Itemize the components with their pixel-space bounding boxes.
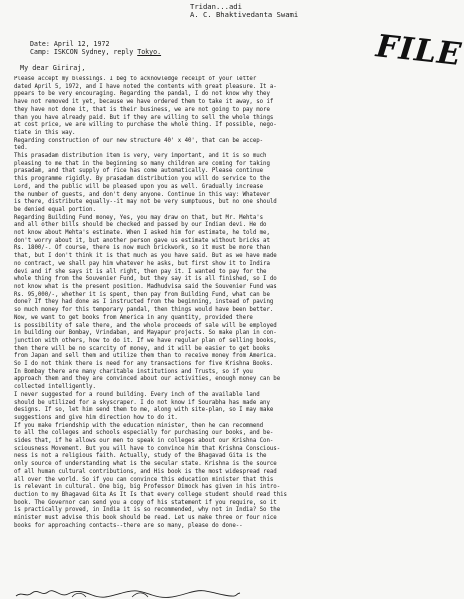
letter-line: done? If they had done as I instructed from the beginning, instead of paving: [14, 299, 274, 306]
letter-line: In Bombay there are many charitable institutions and Trusts, so if you: [14, 368, 253, 375]
letter-line: sides that, if he allows our men to speak in colleges about our Krishna Con-: [14, 438, 274, 445]
date-value: April 12, 1972: [53, 40, 110, 48]
letter-line: dated April 5, 1972, and I have noted the contents with great pleasure. It a-: [14, 83, 277, 90]
letter-line: have not removed it yet, because we have ordered them to take it away, so if: [14, 99, 274, 106]
letter-line: junction with others, how to do it. If we have regular plan of selling books,: [14, 337, 277, 344]
letter-line: be denied equal portion.: [14, 206, 96, 213]
letter-line: that, but I don't think it is that much as you have said. But as we have made: [14, 253, 277, 260]
letter-line: not know about Mehta's estimate. When I asked him for estimate, he told me,: [14, 230, 270, 237]
letter-line: all over the world. So if you can convince this education minister that this: [14, 476, 274, 483]
letter-line: If you make friendship with the education minister, then he can recommend: [14, 422, 264, 429]
letter-line: is possibility of sale there, and the whole proceeds of sale will be employed: [14, 322, 277, 329]
camp-value: ISKCON Sydney, reply: [53, 48, 134, 56]
letter-line: is there, distribute equally--it may not be very sumptuous, but no one should: [14, 199, 277, 206]
date-label: Date:: [30, 40, 50, 48]
letter-line: Rs. 95,000/-, whether it is spent, then pay from Building Fund, what can be: [14, 291, 270, 298]
letter-line: they have not done it, that is their business, we are not going to pay more: [14, 106, 270, 113]
letter-line: Lord, and the public will be pleased upon you as well. Gradually increase: [14, 183, 264, 190]
letter-line: of all human cultural contributions, and His book is the most widespread read: [14, 468, 277, 475]
date-line: [30, 40, 109, 48]
letter-line: sciousness Movement. But you will have to convince him that Krishna Conscious-: [14, 445, 281, 452]
letter-line: than you have already paid. But if they are willing to sell the whole things: [14, 114, 274, 121]
letterhead-name: A. C. Bhaktivedanta Swami: [190, 10, 299, 19]
letter-line: should be utilized for a skyscraper. I do not know if Sourabha has made any: [14, 399, 270, 406]
letter-line: not know what is the present position. Madhudvisa said the Souvenier Fund was: [14, 283, 277, 290]
letter-line: tiate in this way.: [14, 129, 76, 136]
letter-line: only source of understanding what is the secular state. Krishna is the source: [14, 461, 277, 468]
file-stamp: FILE: [374, 28, 464, 74]
letter-line: I never suggested for a round building. Every inch of the available land: [14, 391, 260, 398]
letter-line: pleasing to me that in the beginning so many children are coming for taking: [14, 160, 270, 167]
letter-line: suggestions and give him direction how to do it.: [14, 414, 178, 421]
letter-line: approach them and they are convinced about our activities, enough money can be: [14, 376, 281, 383]
letter-line: books for approaching contacts--there are so many, please do done--: [14, 522, 243, 529]
letter-body: [14, 76, 452, 591]
letter-line: collected intelligently.: [14, 384, 96, 391]
letter-line: so much money for this temporary pandal, then things would have been better.: [14, 307, 274, 314]
letter-line: This prasadam distribution item is very, very important, and it is so much: [14, 153, 267, 160]
letter-line: in building our Bombay, Vrindaban, and Mayapur projects. So make plan in con-: [14, 330, 277, 337]
letter-line: ted.: [14, 145, 28, 152]
letter-line: to all the colleges and schools especially for purchasing our books, and be-: [14, 430, 274, 437]
camp-line: [30, 48, 161, 56]
letter-line: no contract, we shall pay him whatever he asks, but first show it to Indira: [14, 260, 270, 267]
letter-line: Please accept my blessings. I beg to acknowledge receipt of your letter: [14, 76, 257, 82]
letter-line: Rs. 1800/-. Of course, there is now much brickwork, so it must be more than: [14, 245, 270, 252]
handwritten-signature: [12, 589, 242, 599]
letter-line: is relevant in cultural. One big, big Professor Dimock has given in his intro-: [14, 484, 281, 491]
letter-line: Regarding Building Fund money, Yes, you may draw on that, but Mr. Mehta's: [14, 214, 264, 221]
letter-line: this programme rigidly. By prasadam distribution you will do service to the: [14, 176, 270, 183]
camp-label: Camp:: [30, 48, 50, 56]
salutation: My dear Giriraj,: [20, 64, 86, 72]
letter-line: then there will be no scarcity of money, and it will be easier to get books: [14, 345, 270, 352]
letter-line: ppears to be very encouraging. Regarding the pandal, I do not know why they: [14, 91, 270, 98]
letter-line: minister must advise this book should be read. Let us make three or four nice: [14, 515, 277, 522]
letter-line: duction to my Bhagavad Gita As It Is that every college student should read this: [14, 491, 287, 498]
letter-line: and all other bills should be checked and passed by our Indian devi. He do: [14, 222, 267, 229]
letter-line: devi and if she says it is all right, then pay it. I wanted to pay for the: [14, 268, 267, 275]
letter-line: So I do not think there is need for any transactions for five Krishna Books.: [14, 361, 274, 368]
letter-line: designs. If so, let him send them to me, along with site-plan, so I may make: [14, 407, 274, 414]
letter-line: the number of guests, and don't deny anyone. Continue in this way: Whatever: [14, 191, 270, 198]
letter-line: whole thing from the Souvenier Fund, but they say it is all finished, so I do: [14, 276, 277, 283]
letter-line: don't worry about it, but another person gave us estimate without bricks at: [14, 237, 270, 244]
letter-line: prasadam, and that supply of rice has come automatically. Please continue: [14, 168, 264, 175]
letter-line: book. The Governor can send you a copy of his statement if you require, so it: [14, 499, 277, 506]
letter-line: is practically proved, in India it is so recommended, why not in India? So the: [14, 507, 281, 514]
letter-line: Now, we want to get books from America in any quantity, provided there: [14, 314, 253, 321]
letter-line: Regarding construction of our new structure 40' x 40', that can be accep-: [14, 137, 264, 144]
letterhead-title: Tridan...adi: [190, 2, 242, 11]
camp-reply-location: Tokyo.: [137, 48, 162, 56]
letter-line: ness is not a religious faith. Actually, study of the Bhagavad Gita is the: [14, 453, 267, 460]
letter-line: from Japan and sell them and utilize them than to receive money from America.: [14, 353, 277, 360]
letter-line: at cost price, we are willing to purchase the whole thing. If possible, nego-: [14, 122, 277, 129]
